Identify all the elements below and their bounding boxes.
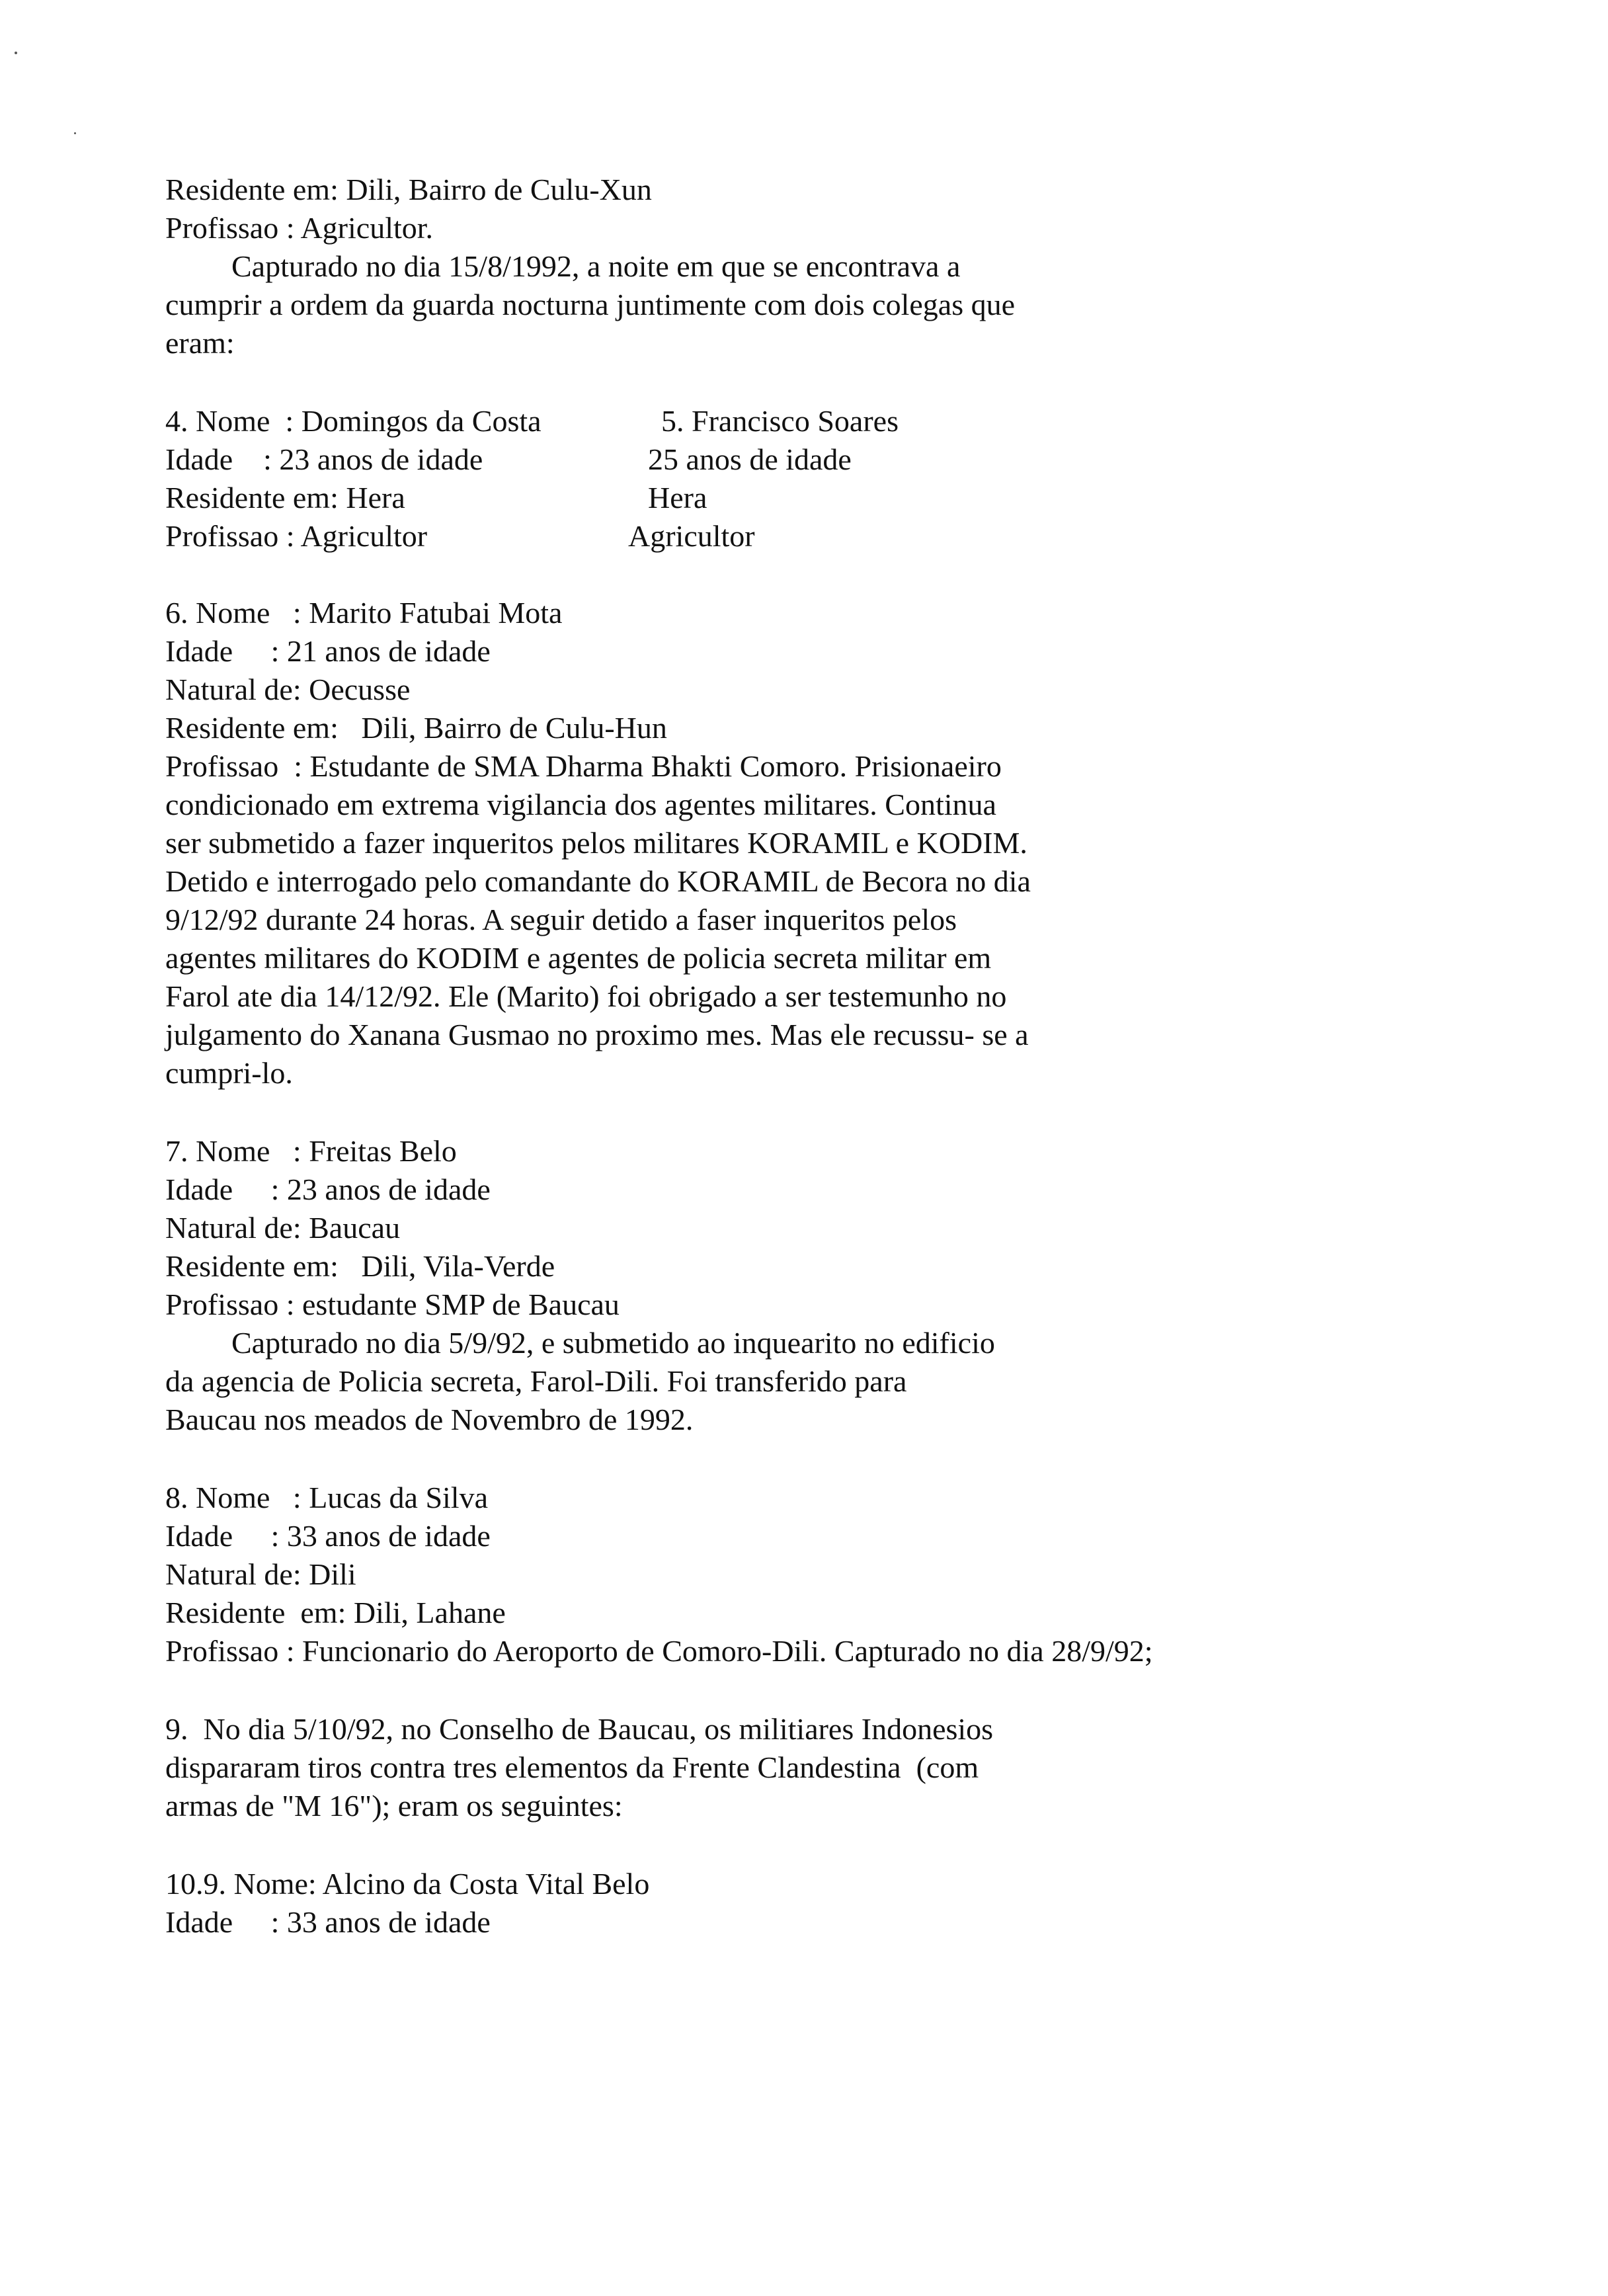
scan-speck bbox=[15, 52, 17, 54]
item-10-line: 10.9. Nome: Alcino da Costa Vital Belo bbox=[165, 1867, 650, 1901]
person-7-note: Baucau nos meados de Novembro de 1992. bbox=[165, 1403, 694, 1436]
person-7-line: 7. Nome : Freitas Belo bbox=[165, 1134, 457, 1168]
person-5-age: 25 anos de idade bbox=[648, 442, 852, 476]
person-6-line: condicionado em extrema vigilancia dos agentes militares. Continua bbox=[165, 788, 996, 821]
person-7-note: da agencia de Policia secreta, Farol-Dili. Foi transferido para bbox=[165, 1364, 907, 1398]
person-6-line: ser submetido a fazer inqueritos pelos militares KORAMIL e KODIM. bbox=[165, 826, 1027, 860]
item-9-line: 9. No dia 5/10/92, no Conselho de Baucau, os militiares Indonesios bbox=[165, 1712, 994, 1746]
person-6-line: cumpri-lo. bbox=[165, 1056, 293, 1090]
scan-speck bbox=[74, 132, 76, 134]
person-5-residence: Hera bbox=[648, 481, 707, 514]
person-7-line: Residente em: Dili, Vila-Verde bbox=[165, 1249, 555, 1283]
text-line: eram: bbox=[165, 326, 235, 360]
person-6-line: 9/12/92 durante 24 horas. A seguir detido a faser inqueritos pelos bbox=[165, 903, 957, 936]
person-8-line: Natural de: Dili bbox=[165, 1557, 356, 1591]
text-line: Capturado no dia 15/8/1992, a noite em que se encontrava a bbox=[231, 249, 961, 283]
person-6-line: 6. Nome : Marito Fatubai Mota bbox=[165, 596, 563, 630]
text-line: Residente em: Dili, Bairro de Culu-Xun bbox=[165, 173, 652, 206]
person-6-line: Residente em: Dili, Bairro de Culu-Hun bbox=[165, 711, 667, 745]
person-5-name: 5. Francisco Soares bbox=[661, 404, 899, 438]
item-9-line: armas de "M 16"); eram os seguintes: bbox=[165, 1789, 623, 1823]
person-5-profession: Agricultor bbox=[628, 519, 755, 553]
person-6-line: julgamento do Xanana Gusmao no proximo mes. Mas ele recussu- se a bbox=[165, 1018, 1029, 1051]
person-7-line: Profissao : estudante SMP de Baucau bbox=[165, 1288, 620, 1321]
person-6-line: agentes militares do KODIM e agentes de policia secreta militar em bbox=[165, 941, 992, 975]
person-4-profession: Profissao : Agricultor bbox=[165, 519, 428, 553]
person-8-line: Residente em: Dili, Lahane bbox=[165, 1596, 506, 1629]
person-8-line: Idade : 33 anos de idade bbox=[165, 1519, 491, 1553]
person-7-note: Capturado no dia 5/9/92, e submetido ao inquearito no edificio bbox=[231, 1326, 995, 1360]
person-8-line: 8. Nome : Lucas da Silva bbox=[165, 1481, 489, 1514]
person-6-line: Farol ate dia 14/12/92. Ele (Marito) foi obrigado a ser testemunho no bbox=[165, 979, 1007, 1013]
text-line: cumprir a ordem da guarda nocturna juntimente com dois colegas que bbox=[165, 288, 1016, 321]
person-7-line: Natural de: Baucau bbox=[165, 1211, 401, 1245]
person-6-line: Idade : 21 anos de idade bbox=[165, 634, 491, 668]
person-6-line: Detido e interrogado pelo comandante do KORAMIL de Becora no dia bbox=[165, 864, 1031, 898]
person-8-line: Profissao : Funcionario do Aeroporto de Comoro-Dili. Capturado no dia 28/9/92; bbox=[165, 1634, 1153, 1668]
person-6-line: Profissao : Estudante de SMA Dharma Bhakti Comoro. Prisionaeiro bbox=[165, 749, 1002, 783]
person-6-line: Natural de: Oecusse bbox=[165, 673, 411, 706]
item-10-line: Idade : 33 anos de idade bbox=[165, 1905, 491, 1939]
person-4-age: Idade : 23 anos de idade bbox=[165, 442, 483, 476]
item-9-line: dispararam tiros contra tres elementos da Frente Clandestina (com bbox=[165, 1750, 979, 1784]
text-line: Profissao : Agricultor. bbox=[165, 211, 434, 245]
person-4-residence: Residente em: Hera bbox=[165, 481, 405, 514]
person-7-line: Idade : 23 anos de idade bbox=[165, 1172, 491, 1206]
person-4-name: 4. Nome : Domingos da Costa bbox=[165, 404, 542, 438]
